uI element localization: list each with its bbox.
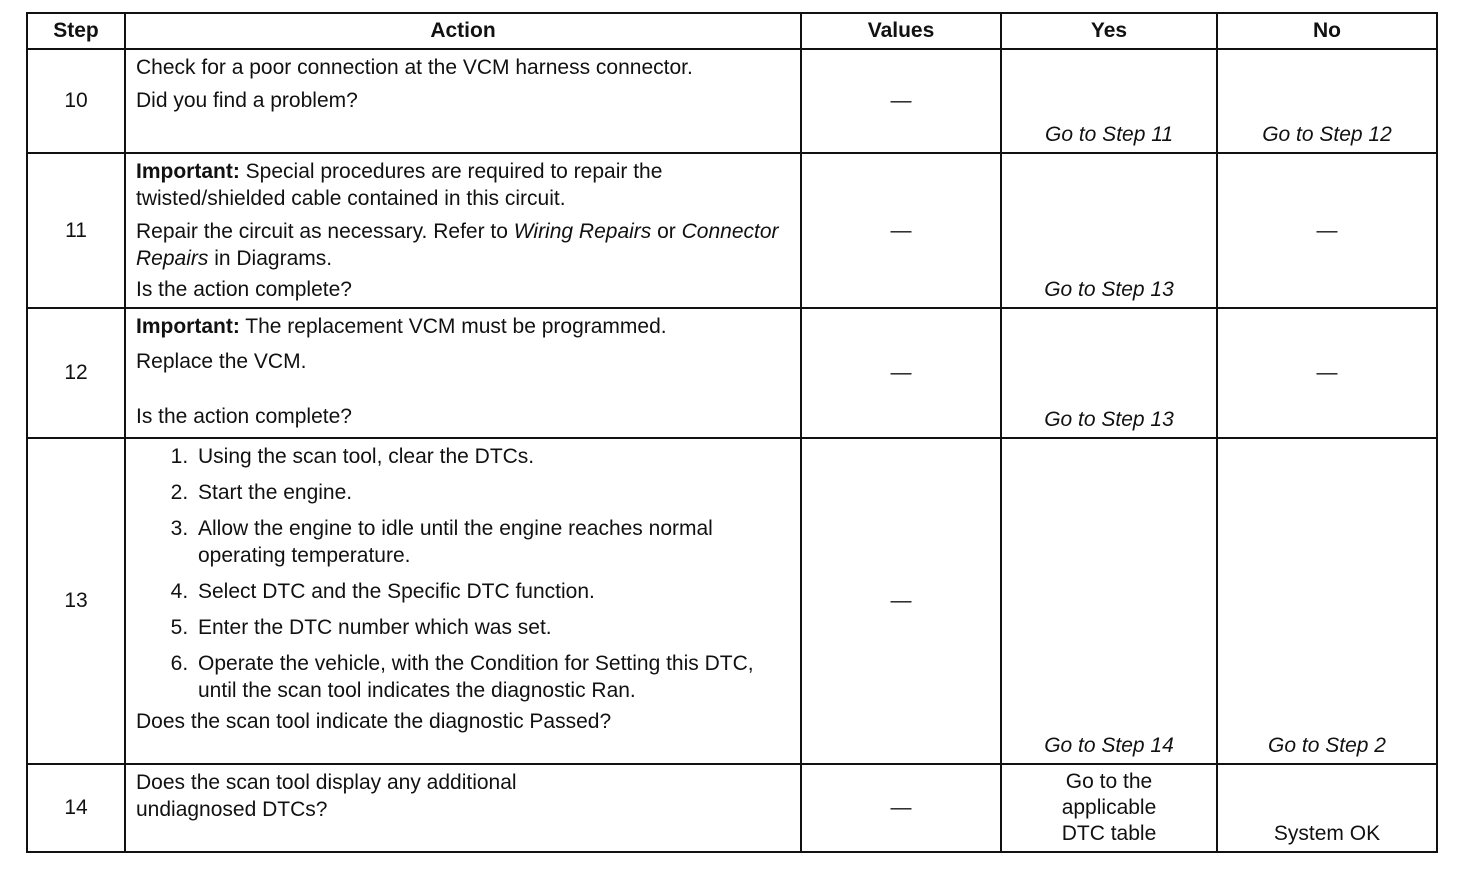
action-cell [125, 308, 801, 438]
table-row-step-13 [27, 438, 1437, 764]
action-text: Check for a poor connection at the VCM harness connector. [136, 56, 693, 79]
no-cell: — [1217, 308, 1437, 438]
list-item: 2. Start the engine. [194, 479, 790, 506]
yes-cell: Go to Step 13 [1001, 308, 1217, 438]
values-cell: — [801, 308, 1001, 438]
header-yes: Yes [1001, 13, 1217, 49]
connector-repairs-ref: Connector Repairs [136, 220, 779, 270]
diagnostic-table [26, 12, 1438, 853]
list-item: 3. Allow the engine to idle until the engine reaches normal operating temperature. [194, 515, 790, 569]
action-cell [125, 49, 801, 153]
list-item: 5. Enter the DTC number which was set. [194, 614, 790, 641]
table-row-step-14 [27, 764, 1437, 852]
action-question: Did you find a problem? [136, 89, 358, 112]
yes-cell: Go to Step 11 [1001, 49, 1217, 153]
values-cell: — [801, 438, 1001, 764]
yes-cell: Go to the applicable DTC table [1001, 764, 1217, 852]
important-text: The replacement VCM must be programmed. [239, 315, 667, 338]
action-text [136, 218, 790, 272]
action-cell [125, 764, 801, 852]
important-note [136, 313, 790, 340]
action-question: Does the scan tool display any additional undiagnosed DTCs? [136, 771, 517, 821]
step-number: 10 [27, 49, 125, 153]
step-number: 14 [27, 764, 125, 852]
table-row-step-10 [27, 49, 1437, 153]
action-question: Is the action complete? [136, 278, 352, 301]
header-action: Action [125, 13, 801, 49]
important-label: Important: [136, 160, 240, 183]
step-number: 13 [27, 438, 125, 764]
header-values: Values [801, 13, 1001, 49]
action-text: Replace the VCM. [136, 350, 307, 373]
values-cell: — [801, 764, 1001, 852]
no-cell: — [1217, 153, 1437, 308]
wiring-repairs-ref: Wiring Repairs [513, 220, 652, 243]
header-no: No [1217, 13, 1437, 49]
yes-cell: Go to Step 14 [1001, 438, 1217, 764]
important-text: Special procedures are required to repair the twisted/shielded cable contained in this circuit. [136, 160, 663, 210]
table-row-step-12 [27, 308, 1437, 438]
no-cell: Go to Step 12 [1217, 49, 1437, 153]
list-item: 6. Operate the vehicle, with the Condition for Setting this DTC, until the scan tool indicates the diagnostic Ran. [194, 650, 790, 704]
important-label: Important: [136, 315, 240, 338]
or-text: or [651, 220, 682, 243]
action-cell [125, 153, 801, 308]
action-cell [125, 438, 801, 764]
step-number: 12 [27, 308, 125, 438]
in-diagrams-text: in Diagrams. [208, 247, 333, 270]
header-step: Step [27, 13, 125, 49]
table-row-step-11 [27, 153, 1437, 308]
repair-text: Repair the circuit as necessary. Refer to [136, 220, 514, 243]
action-question: Does the scan tool indicate the diagnostic Passed? [136, 710, 612, 733]
values-cell: — [801, 49, 1001, 153]
action-question: Is the action complete? [136, 405, 352, 428]
header-row [27, 13, 1437, 49]
yes-cell: Go to Step 13 [1001, 153, 1217, 308]
no-cell: Go to Step 2 [1217, 438, 1437, 764]
list-item: 1. Using the scan tool, clear the DTCs. [194, 443, 790, 470]
list-item: 4. Select DTC and the Specific DTC function. [194, 578, 790, 605]
important-note [136, 158, 790, 212]
no-cell: System OK [1217, 764, 1437, 852]
step-number: 11 [27, 153, 125, 308]
values-cell: — [801, 153, 1001, 308]
procedure-list [136, 443, 790, 704]
